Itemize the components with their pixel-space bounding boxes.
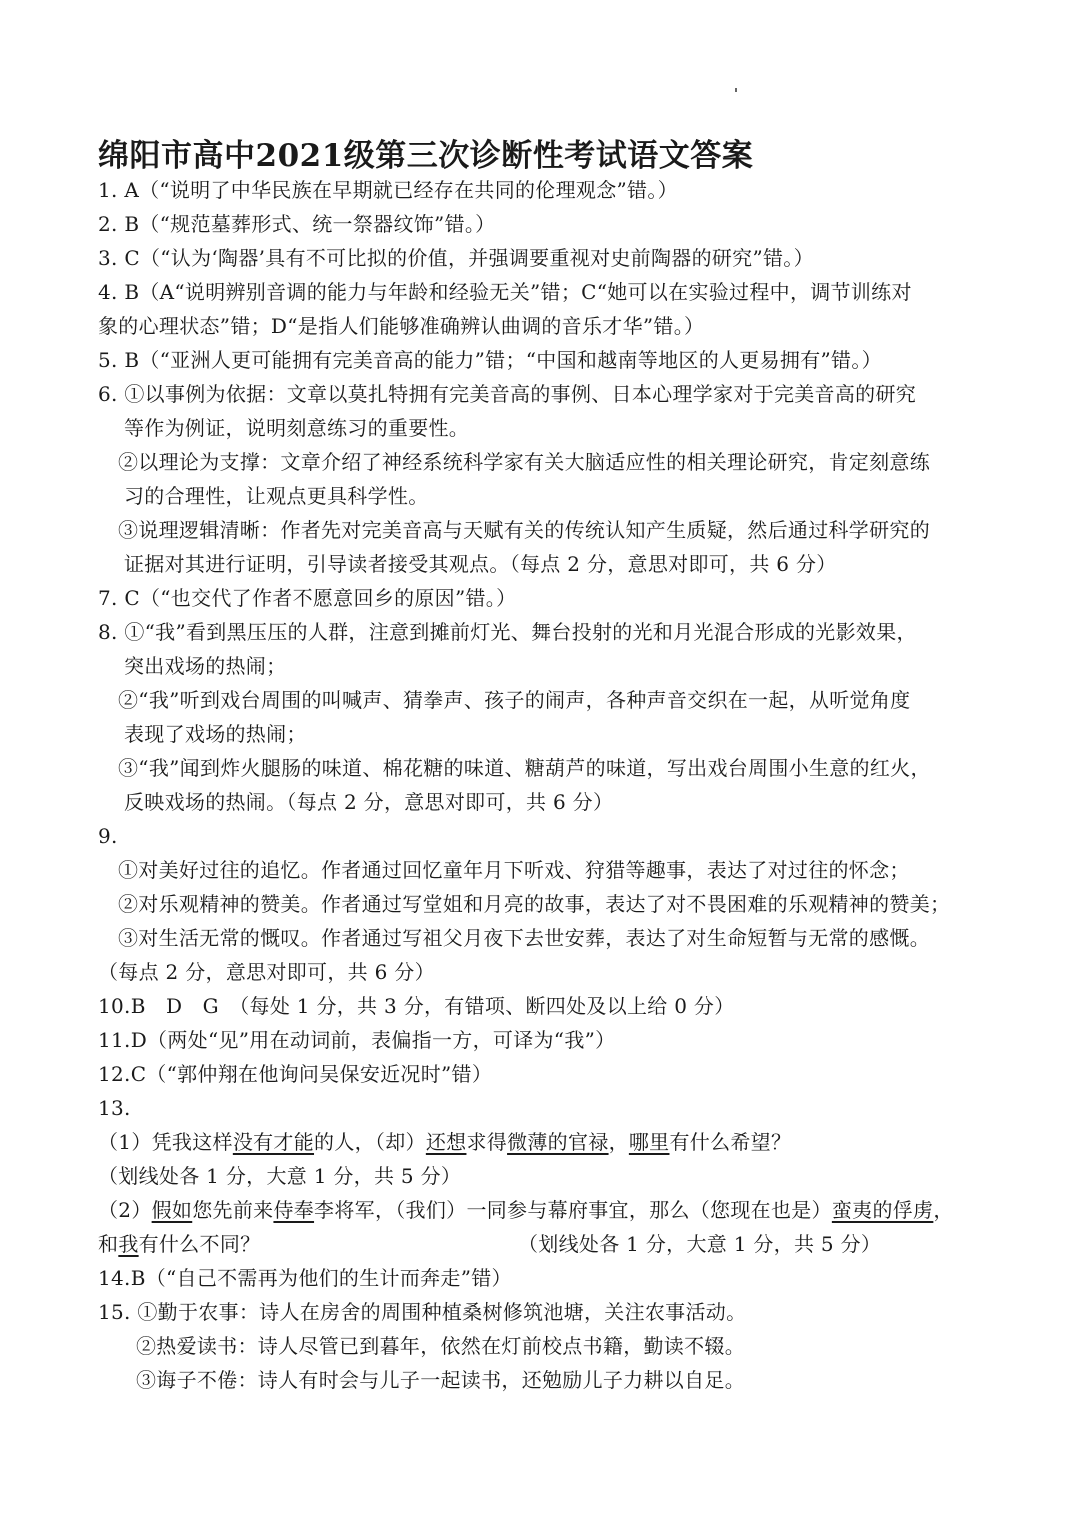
answer-9-point-3: ③对生活无常的慨叹。作者通过写祖父月夜下去世安葬，表达了对生命短暂与无常的感慨。	[118, 926, 930, 950]
answer-13-translation-2-cont	[98, 1229, 260, 1259]
answer-8-line-4: 表现了戏场的热闹；	[124, 722, 307, 746]
underlined-segment: 蛮夷的俘虏	[831, 1198, 934, 1222]
page-title: 绵阳市高中2021级第三次诊断性考试语文答案	[98, 138, 754, 174]
answer-6-line-4: 习的合理性，让观点更具科学性。	[124, 484, 429, 508]
answer-15-point-1: 15. ①勤于农事：诗人在房舍的周围种植桑树修筑池塘，关注农事活动。	[98, 1300, 747, 1324]
answer-6-line-1: 6. ①以事例为依据：文章以莫扎特拥有完美音高的事例、日本心理学家对于完美音高的研究	[98, 382, 917, 406]
answer-6-line-6: 证据对其进行证明，引导读者接受其观点。（每点 2 分，意思对即可，共 6 分）	[124, 552, 837, 576]
answer-3: 3. C（“认为‘陶器’具有不可比拟的价值，并强调要重视对史前陶器的研究”错。）	[98, 246, 814, 270]
underlined-segment: 没有才能	[232, 1130, 315, 1154]
answer-4-line-1: 4. B（A“说明辨别音调的能力与年龄和经验无关”错；C“她可以在实验过程中，调节训练对	[98, 280, 912, 304]
segment: （1）凭我这样	[98, 1130, 233, 1154]
answer-11: 11.D（两处“见”用在动词前，表偏指一方，可译为“我”）	[98, 1028, 616, 1052]
answer-7: 7. C（“也交代了作者不愿意回乡的原因”错。）	[98, 586, 517, 610]
segment: 的人，（却）	[314, 1130, 426, 1154]
underlined-segment: 还想	[425, 1130, 467, 1154]
answer-5: 5. B（“亚洲人更可能拥有完美音高的能力”错；“中国和越南等地区的人更易拥有”错。）	[98, 348, 882, 372]
answer-1: 1. A（“说明了中华民族在早期就已经存在共同的伦理观念”错。）	[98, 178, 678, 202]
answer-2: 2. B（“规范墓葬形式、统一祭器纹饰”错。）	[98, 212, 496, 236]
segment: 有什么不同？	[138, 1232, 261, 1256]
segment: ，	[608, 1130, 629, 1154]
answer-8-line-5: ③“我”闻到炸火腿肠的味道、棉花糖的味道、糖葫芦的味道，写出戏台周围小生意的红火，	[118, 756, 931, 780]
segment: 有什么希望？	[669, 1130, 792, 1154]
answer-8-line-6: 反映戏场的热闹。（每点 2 分，意思对即可，共 6 分）	[124, 790, 614, 814]
answer-15-point-3: ③诲子不倦：诗人有时会与儿子一起读书，还勉励儿子力耕以自足。	[136, 1368, 745, 1392]
answer-8-line-2: 突出戏场的热闹；	[124, 654, 287, 678]
answer-13-number: 13.	[98, 1096, 131, 1120]
answer-6-line-5: ③说理逻辑清晰：作者先对完美音高与天赋有关的传统认知产生质疑，然后通过科学研究的	[118, 518, 930, 542]
answer-9-scoring: （每点 2 分，意思对即可，共 6 分）	[98, 960, 435, 984]
underlined-segment: 我	[118, 1232, 139, 1256]
answer-6-line-2: 等作为例证，说明刻意练习的重要性。	[124, 416, 470, 440]
answer-13-translation-2	[98, 1195, 954, 1225]
underlined-segment: 微薄的官禄	[507, 1130, 609, 1154]
answer-14: 14.B（“自己不需再为他们的生计而奔走”错）	[98, 1266, 512, 1290]
underlined-segment: 侍奉	[273, 1198, 315, 1222]
segment: ，	[933, 1198, 954, 1222]
answer-13-scoring-1: （划线处各 1 分，大意 1 分，共 5 分）	[98, 1164, 462, 1188]
answer-9-point-2: ②对乐观精神的赞美。作者通过写堂姐和月亮的故事，表达了对不畏困难的乐观精神的赞美；	[118, 892, 951, 916]
answer-10: 10.B D G （每处 1 分，共 3 分，有错项、断四处及以上给 0 分）	[98, 994, 735, 1018]
answer-12: 12.C（“郭仲翔在他询问吴保安近况时”错）	[98, 1062, 493, 1086]
segment: （2）	[98, 1198, 152, 1222]
answer-15-point-2: ②热爱读书：诗人尽管已到暮年，依然在灯前校点书籍，勤读不辍。	[136, 1334, 745, 1358]
answer-6-line-3: ②以理论为支撑：文章介绍了神经系统科学家有关大脑适应性的相关理论研究，肯定刻意练	[118, 450, 930, 474]
underlined-segment: 假如	[151, 1198, 193, 1222]
segment: 您先前来	[192, 1198, 274, 1222]
answer-8-line-1: 8. ①“我”看到黑压压的人群，注意到摊前灯光、舞台投射的光和月光混合形成的光影效果，	[98, 620, 917, 644]
answer-4-line-2: 象的心理状态”错；D“是指人们能够准确辨认曲调的音乐才华”错。）	[98, 314, 705, 338]
answer-13-translation-1	[98, 1127, 791, 1157]
answer-9-point-1: ①对美好过往的追忆。作者通过回忆童年月下听戏、狩猎等趣事，表达了对过往的怀念；	[118, 858, 910, 882]
answer-13-scoring-2: （划线处各 1 分，大意 1 分，共 5 分）	[518, 1232, 882, 1256]
segment: 求得	[466, 1130, 508, 1154]
underlined-segment: 哪里	[628, 1130, 670, 1154]
segment: 和	[98, 1232, 119, 1256]
segment: 李将军，（我们）一同参与幕府事宜，那么（您现在也是）	[314, 1198, 832, 1222]
answer-9-number: 9.	[98, 824, 118, 848]
answer-8-line-3: ②“我”听到戏台周围的叫喊声、猜拳声、孩子的闹声，各种声音交织在一起，从听觉角度	[118, 688, 911, 712]
scan-mark	[735, 88, 737, 92]
